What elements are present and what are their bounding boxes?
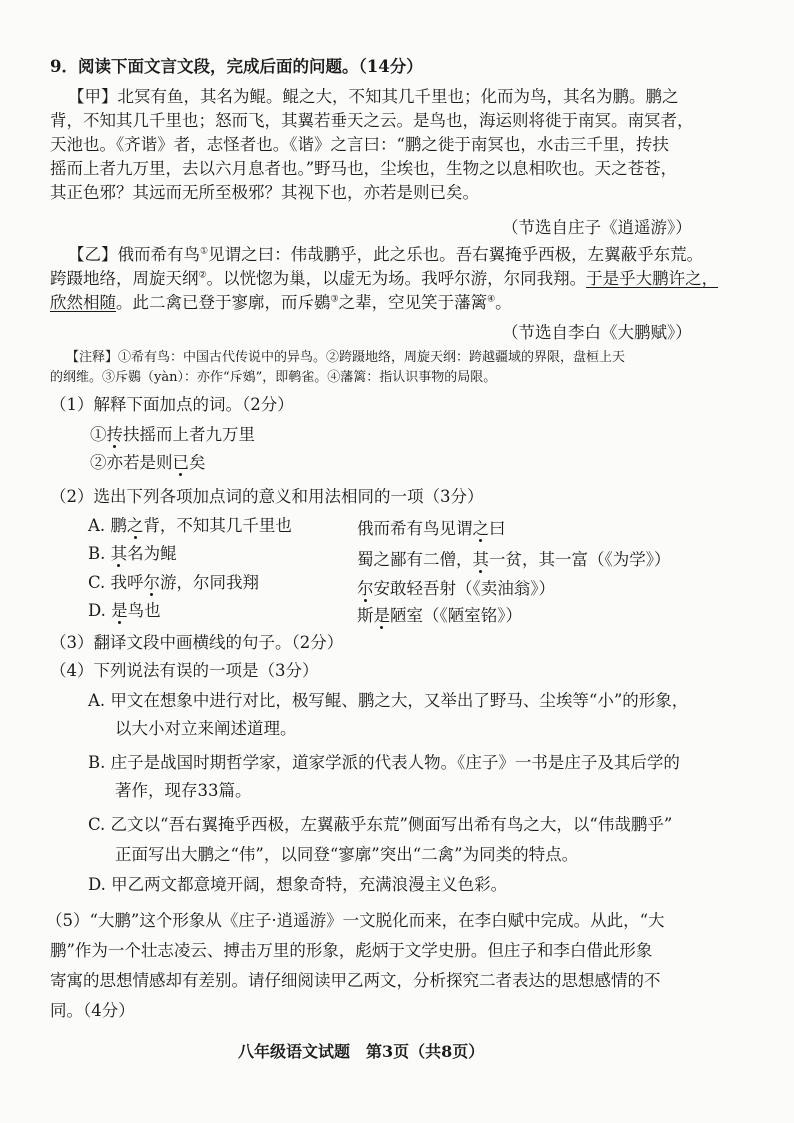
option-text: 陋室（《陋室铭》）	[390, 606, 522, 625]
notes-line-1: 【注释】①希有鸟：中国古代传说中的异鸟。②跨蹑地络，周旋天纲：跨越疆域的界限，盘桓上天	[66, 350, 626, 365]
dotted-word: 尔	[143, 573, 161, 592]
yi-text: 。此二禽已登于寥廓，而斥鷃	[116, 293, 331, 312]
option-text: 蜀之鄙有二僧，	[357, 550, 473, 569]
q1-text: ①	[90, 425, 107, 444]
option-text: 鸟也	[127, 601, 161, 620]
option-text: 安敢轻吾射（《卖油翁》）	[373, 579, 555, 598]
q2-option-c-right	[357, 578, 555, 600]
yi-text: 见谓之曰：伟哉鹏乎，此之乐也。吾右翼掩乎西极，左翼蔽乎东荒。	[208, 245, 704, 264]
jia-line-4: 摇而上者九万里，去以六月息者也。”野马也，尘埃也，生物之以息相吹也。天之苍苍，	[50, 159, 678, 178]
option-text: 斯	[357, 606, 374, 625]
option-label: D.	[88, 601, 106, 620]
jia-line-1: 【甲】北冥有鱼，其名为鲲。鲲之大，不知其几千里也；化而为鸟，其名为鹏。鹏之	[68, 87, 679, 106]
note-marker: ④	[487, 294, 496, 305]
dotted-word: 其	[472, 550, 489, 569]
q4-stem: （4）下列说法有误的一项是（3分）	[50, 661, 319, 680]
option-text: 背，不知其几千里也	[143, 516, 292, 535]
option-text: 游，尔同我翔	[160, 573, 260, 592]
option-text: 名为鲲	[127, 544, 177, 563]
yi-text: 。以恍惚为巢，以虚无为场。我呼尔游，尔同我翔。	[206, 269, 587, 288]
yi-line-2	[50, 268, 718, 290]
yi-text: 之辈，空见笑于藩篱	[338, 293, 488, 312]
note-marker: ③	[330, 294, 339, 305]
dotted-word: 其	[110, 544, 128, 563]
question-title: 9．阅读下面文言文段，完成后面的问题。（14分）	[50, 57, 423, 76]
dotted-word: 是	[111, 601, 128, 620]
q2-option-c-left	[88, 572, 259, 594]
q1-item-1	[90, 424, 255, 446]
q4-option-a: A. 甲文在想象中进行对比，极写鲲、鹏之大，又举出了野马、尘埃等“小”的形象，	[88, 691, 689, 710]
note-marker: ②	[198, 270, 207, 281]
option-label: C.	[88, 573, 106, 592]
note-marker: ①	[200, 246, 209, 257]
q1-text: 扶摇而上者九万里	[123, 425, 255, 444]
jia-line-5: 其正色邪？其远而无所至极邪？其视下也，亦若是则已矣。	[50, 183, 479, 202]
q4-option-a-cont: 以大小对立来阐述道理。	[115, 719, 297, 738]
q5-line-4: 同。（4分）	[50, 1001, 135, 1020]
dotted-word: 之	[472, 519, 489, 538]
dotted-word: 之	[126, 516, 144, 535]
q4-option-c: C. 乙文以“吾右翼掩乎西极，左翼蔽乎东荒”侧面写出希有鸟之大，以“伟哉鹏乎”	[88, 815, 673, 834]
jia-line-3: 天池也。《齐谐》者，志怪者也。《谐》之言曰：“鹏之徙于南冥也，水击三千里，抟扶	[50, 135, 669, 154]
q2-option-b-left	[88, 543, 177, 565]
q4-option-b: B. 庄子是战国时期哲学家，道家学派的代表人物。《庄子》一书是庄子及其后学的	[88, 753, 680, 772]
yi-line-3	[50, 292, 512, 314]
q5-line-1: （5）“大鹏”这个形象从《庄子·逍遥游》一文脱化而来，在李白赋中完成。从此，“大	[46, 911, 665, 930]
page-footer: 八年级语文试题 第3页（共8页）	[238, 1042, 485, 1061]
option-text: 鹏	[110, 516, 127, 535]
underlined-sentence: 欣然相随	[50, 293, 116, 312]
option-text: 一贫，其一富（《为学》）	[489, 550, 671, 569]
q2-option-d-left	[88, 600, 161, 622]
q1-text: ②亦若是则	[90, 453, 173, 472]
option-label: B.	[88, 544, 106, 563]
yi-text: 。	[495, 293, 512, 312]
yi-text: 跨蹑地络，周旋天纲	[50, 269, 199, 288]
dotted-word: 是	[373, 606, 390, 625]
q1-stem: （1）解释下面加点的词。（2分）	[50, 395, 294, 414]
q4-option-c-cont: 正面写出大鹏之“伟”，以同登“寥廓”突出“二禽”为同类的特点。	[115, 845, 579, 864]
q5-line-2: 鹏”作为一个壮志凌云、搏击万里的形象，彪炳于文学史册。但庄子和李白借此形象	[50, 941, 653, 960]
option-text: 曰	[489, 519, 506, 538]
q2-option-b-right	[357, 549, 671, 571]
option-label: A.	[88, 516, 106, 535]
yi-text: 【乙】俄而希有鸟	[68, 245, 200, 264]
yi-line-1	[68, 244, 703, 266]
q1-item-2	[90, 452, 206, 474]
jia-source: （节选自庄子《逍遥游》）	[502, 218, 692, 237]
dotted-word: 已	[172, 453, 189, 472]
dotted-word: 尔	[357, 579, 374, 598]
q2-option-a-right	[357, 518, 506, 540]
q4-option-d: D. 甲乙两文都意境开阔，想象奇特，充满浪漫主义色彩。	[88, 875, 508, 894]
q4-option-b-cont: 著作，现存33篇。	[115, 781, 252, 800]
q5-line-3: 寄寓的思想情感却有差别。请仔细阅读甲乙两文，分析探究二者表达的思想感情的不	[50, 971, 661, 990]
jia-line-2: 背，不知其几千里也；怒而飞，其翼若垂天之云。是鸟也，海运则将徙于南冥。南冥者，	[50, 111, 694, 130]
dotted-word: 抟	[106, 425, 123, 444]
underlined-sentence: 于是乎大鹏许之，	[586, 269, 719, 288]
q1-text: 矣	[189, 453, 206, 472]
q2-stem: （2）选出下列各项加点词的意义和用法相同的一项（3分）	[50, 487, 484, 506]
notes-line-2: 的纲维。③斥鷃（yàn）：亦作“斥鴳”，即鹌雀。④藩篱：指认识事物的局限。	[50, 370, 497, 385]
yi-source: （节选自李白《大鹏赋》）	[502, 323, 692, 342]
q3-stem: （3）翻译文段中画横线的句子。（2分）	[50, 633, 344, 652]
q2-option-d-right	[357, 605, 522, 627]
q2-option-a-left	[88, 515, 292, 537]
option-text: 俄而希有鸟见谓	[357, 519, 473, 538]
option-text: 我呼	[110, 573, 144, 592]
